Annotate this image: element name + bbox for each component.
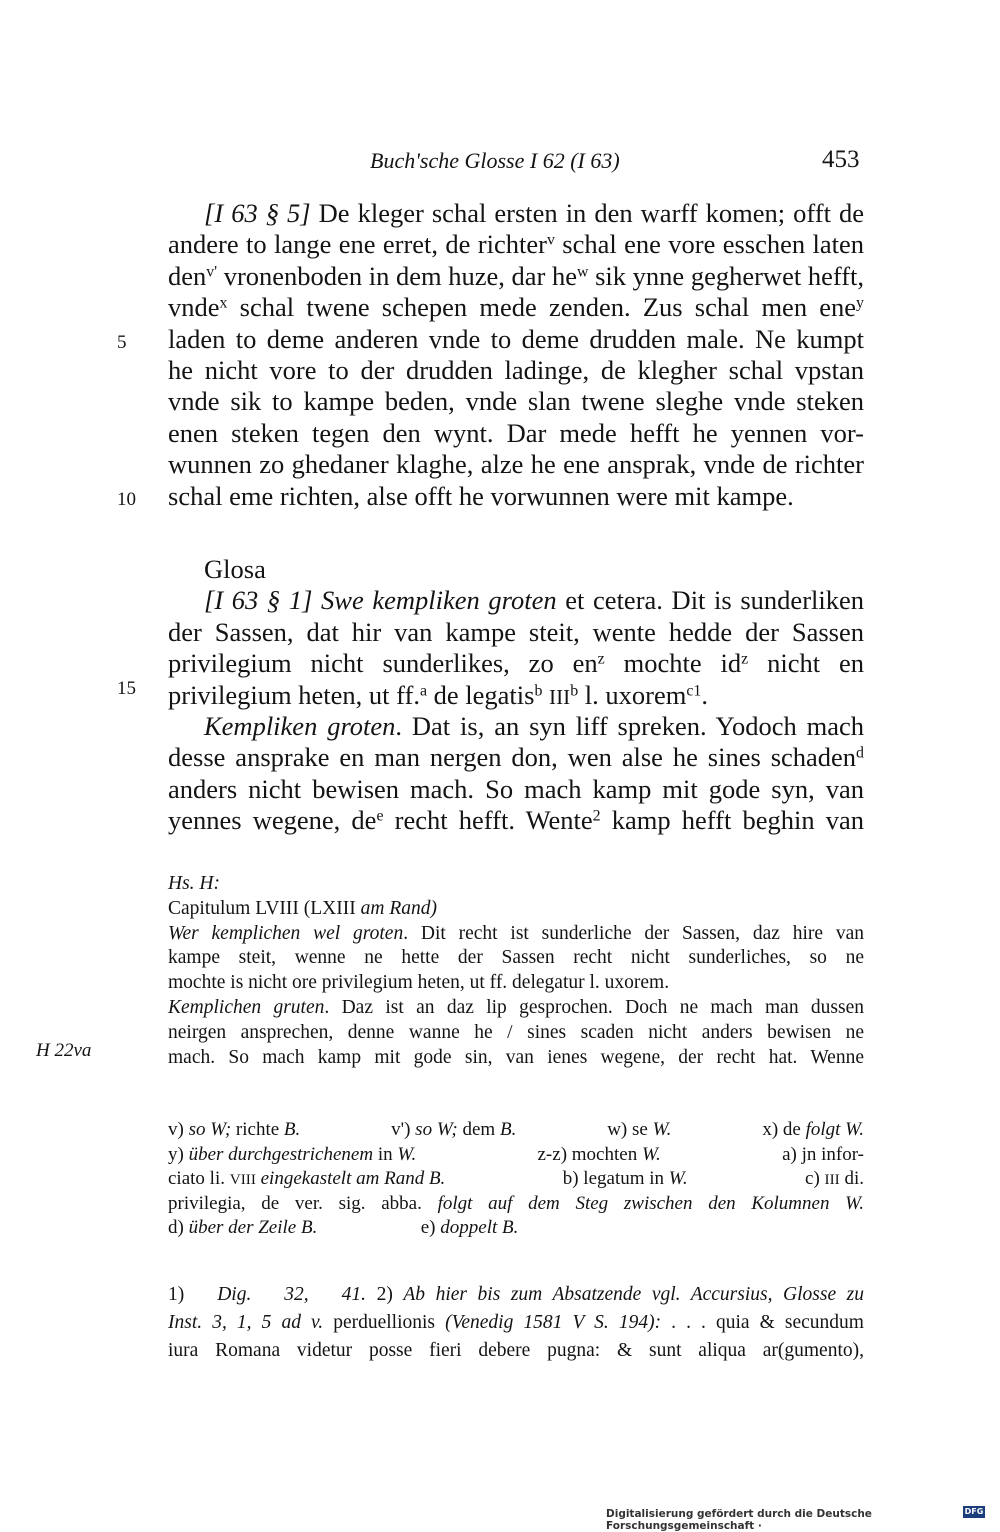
variant-marker: x (219, 294, 228, 312)
page-number: 453 (822, 146, 860, 173)
gloss-heading: Glosa (204, 554, 266, 584)
lemma: Wer kemplichen wel groten (168, 922, 404, 944)
lemma: Kemplichen gruten (168, 996, 325, 1018)
statute-text (168, 198, 864, 512)
section-reference: [I 63 § 1] (204, 585, 313, 616)
text-line: den$^{v'}$ vronenboden in dem huze, dar $he^w$ sik ynne gegherwet hefft, (168, 260, 865, 291)
variant-entry: a) jn infor- (782, 1143, 865, 1165)
variant-marker: e (376, 807, 384, 825)
variant-entry: b) legatum in W. (562, 1168, 688, 1190)
text-line: privilegium heten, ut ff.$^a$ de legatis$^b$ III$^b$ l. uxorem$^{c1}$. (168, 679, 708, 710)
variant-marker: a (419, 681, 428, 699)
variant-line: privilegia, de ver. sig. abba. folgt auf dem Steg zwischen den Kolumnen W. (168, 1192, 864, 1214)
section-reference: [I 63 § 5] (204, 198, 311, 228)
footnote-line: iura Romana videtur posse fieri debere pugna: & sunt aliqua ar(gumento), (168, 1340, 864, 1361)
line-number: 15 (117, 678, 136, 699)
line-number: 5 (117, 332, 127, 353)
apparatus-line: mochte is nicht ore privilegium heten, ut ff. delegatur l. uxorem. (168, 972, 670, 994)
footnote-2: 2) Ab hier bis zum Absatzende vgl. Accursius, Glosse zu (376, 1284, 865, 1305)
variant-entry: d) über der Zeile B. (168, 1217, 318, 1239)
footnote-line (168, 1281, 864, 1309)
variant-line (168, 1167, 864, 1192)
text-line: enen steken tegen den wynt. Dar mede hefft he yennen vor- (168, 417, 864, 448)
footnote-marker: 2 (592, 807, 601, 825)
variant-marker: v (546, 231, 555, 249)
running-title: Buch'sche Glosse I 62 (I 63) (370, 148, 620, 173)
text-line: wunnen zo ghedaner klaghe, alze he ene ansprak, vnde de richter (168, 449, 864, 480)
text-line: privilegium nicht sunderlikes, zo $en^z$ mochte $id^z$ nicht en (168, 648, 864, 679)
lemma: Swe kempliken groten (321, 585, 557, 616)
text-line: andere to lange ene erret, de richter$^v$ schal ene vore esschen laten (168, 229, 864, 260)
apparatus-line: mach. So mach kamp mit gode sin, van ienes wegene, der recht hat. Wenne (168, 1046, 864, 1068)
variant-marker: w (577, 263, 589, 281)
text-line: anders nicht bewisen mach. So mach kamp mit gode syn, van (168, 773, 864, 804)
line-number: 10 (117, 489, 136, 510)
text-line: vnde$^x$ schal twene schepen mede zenden. Zus schal men ene$^y$ (168, 292, 864, 323)
variant-entry: v) so W; richte B. (168, 1119, 301, 1140)
text-line: vnde sik to kampe beden, vnde slan twene sleghe vnde steken (168, 386, 864, 417)
text-line: laden to deme anderen vnde to deme drudden male. Ne kumpt (168, 323, 864, 354)
text-line: der Sassen, dat hir van kampe steit, wente hedde der Sassen (168, 616, 864, 647)
variant-line (168, 1118, 864, 1143)
variant-entry: x) de folgt W. (762, 1119, 864, 1140)
dfg-logo: DFG (964, 1507, 984, 1516)
variant-entry: ciato li. VIII eingekastelt am Rand B. (168, 1168, 446, 1190)
text-line: schal eme richten, alse offt he vorwunnen were mit kampe. (168, 480, 794, 511)
variant-entry: w) se W. (607, 1119, 672, 1140)
variant-entry: c) III di. (805, 1168, 865, 1190)
variant-line (168, 1216, 864, 1241)
manuscript-h-apparatus (168, 872, 864, 1070)
text-line: [I 63 § 5] De kleger schal ersten in den warff komen; offt de (204, 198, 864, 228)
text-line: Kempliken groten. Dat is, an syn liff spreken. Yodoch mach (204, 710, 864, 741)
digitization-credit: Digitalisierung gefördert durch die Deutsche Forschungsgemeinschaft · (606, 1508, 872, 1532)
apparatus-line: kampe steit, wenne ne hette der Sassen recht nicht sunderliches, so ne (168, 947, 864, 969)
variant-marker: z (741, 650, 749, 668)
lemma: Kempliken groten (204, 710, 396, 741)
footnote-marker: c1 (686, 681, 702, 699)
variant-entry: z-z) mochten W. (537, 1143, 661, 1165)
variant-entry: e) doppelt B. (420, 1217, 519, 1239)
apparatus-line: Hs. H: (168, 873, 220, 894)
footnote-1: 1) Dig. 32, 41. (168, 1284, 366, 1305)
folio-sidenote: H 22va (36, 1040, 92, 1061)
apparatus-line: Kemplichen gruten. Daz ist an daz lip gesprochen. Doch ne mach man dussen (168, 996, 864, 1018)
text-line: [I 63 § 1] Swe kempliken groten et cetera. Dit is sunderliken (204, 585, 865, 616)
text-line: desse ansprake en man nergen don, wen alse he sines schaden$^d$ (168, 742, 864, 773)
apparatus-line: neirgen ansprechen, denne wanne he / sines scaden nicht anders bewisen ne (168, 1021, 864, 1043)
variant-marker: d (856, 744, 864, 762)
variant-marker: z (597, 650, 605, 668)
apparatus-line: Wer kemplichen wel groten. Dit recht ist sunderliche der Sassen, daz hire van (168, 922, 864, 944)
source-footnotes (168, 1281, 864, 1365)
variant-line (168, 1143, 864, 1168)
variant-entry: y) über durchgestrichenem in W. (168, 1143, 417, 1165)
text-line: he nicht vore to der drudden ladinge, de klegher schal vpstan (168, 354, 864, 385)
variant-marker: b (534, 681, 543, 699)
variant-marker: y (856, 294, 864, 312)
variant-marker: b (570, 681, 579, 699)
variant-marker: v' (206, 263, 218, 281)
gloss-text (168, 554, 864, 837)
text-line: yennes wegene, $de^e$ recht hefft. Wente$^2$ kamp hefft beghin van (168, 805, 864, 836)
variant-apparatus (168, 1118, 864, 1241)
variant-entry: v') so W; dem B. (391, 1119, 517, 1140)
footnote-line: Inst. 3, 1, 5 ad v. perduellionis (Venedig 1581 V S. 194): . . . quia & secundum (168, 1312, 864, 1333)
apparatus-line: Capitulum LVIII (LXIII am Rand) (168, 897, 437, 919)
